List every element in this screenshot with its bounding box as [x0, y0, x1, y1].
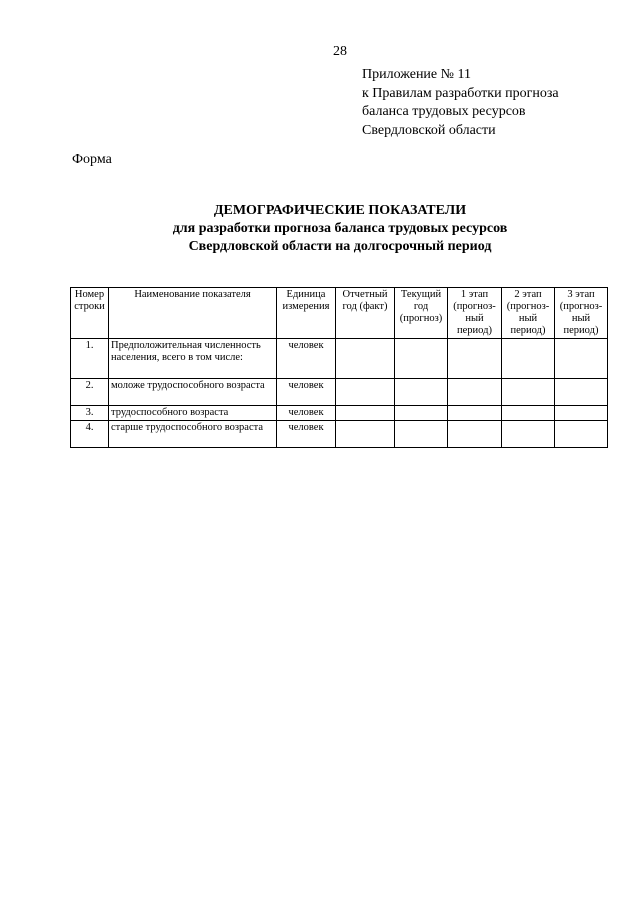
- appendix-line-1: Приложение № 11: [362, 67, 471, 82]
- stage-1-cell: [448, 421, 502, 448]
- table-row: [71, 421, 608, 448]
- indicator-name: моложе трудоспособного возраста: [109, 379, 277, 406]
- stage-3-cell: [555, 379, 608, 406]
- current-year-cell: [395, 379, 448, 406]
- unit-of-measure: человек: [277, 406, 336, 421]
- form-label: Форма: [72, 152, 112, 167]
- title-line-1: ДЕМОГРАФИЧЕСКИЕ ПОКАЗАТЕЛИ: [213, 203, 467, 218]
- row-number: 4.: [71, 421, 109, 448]
- stage-2-cell: [502, 339, 555, 379]
- stage-1-cell: [448, 339, 502, 379]
- table-header-row: [71, 288, 608, 339]
- appendix-block: [362, 66, 559, 140]
- stage-3-cell: [555, 421, 608, 448]
- indicator-name: старше трудоспособного возраста: [109, 421, 277, 448]
- unit-of-measure: человек: [277, 421, 336, 448]
- table-row: [71, 406, 608, 421]
- title-line-2: для разработки прогноза баланса трудовых ресурсов: [172, 221, 508, 236]
- stage-1-cell: [448, 406, 502, 421]
- header-stage-2: 2 этап (прогноз-ный период): [502, 288, 555, 339]
- unit-of-measure: человек: [277, 339, 336, 379]
- stage-3-cell: [555, 339, 608, 379]
- current-year-cell: [395, 339, 448, 379]
- appendix-line-4: Свердловской области: [362, 122, 496, 138]
- current-year-cell: [395, 421, 448, 448]
- indicator-table: [70, 287, 608, 448]
- page-number: 28: [333, 44, 347, 59]
- header-row-number: Номер строки: [71, 288, 109, 339]
- stage-1-cell: [448, 379, 502, 406]
- table-row: [71, 339, 608, 379]
- indicator-name: Предположительная численность населения, всего в том числе:: [109, 339, 277, 379]
- reporting-year-cell: [336, 379, 395, 406]
- header-reporting-year: Отчетный год (факт): [336, 288, 395, 339]
- document-title: [0, 202, 640, 256]
- appendix-line-2: к Правилам разработки прогноза: [362, 85, 559, 101]
- header-indicator-name: Наименование показателя: [109, 288, 277, 339]
- indicator-name: трудоспособного возраста: [109, 406, 277, 421]
- stage-2-cell: [502, 421, 555, 448]
- reporting-year-cell: [336, 339, 395, 379]
- title-line-3: Свердловской области на долгосрочный период: [188, 239, 492, 254]
- row-number: 2.: [71, 379, 109, 406]
- stage-2-cell: [502, 379, 555, 406]
- reporting-year-cell: [336, 421, 395, 448]
- header-stage-1: 1 этап (прогноз-ный период): [448, 288, 502, 339]
- unit-of-measure: человек: [277, 379, 336, 406]
- header-unit: Единица измерения: [277, 288, 336, 339]
- stage-3-cell: [555, 406, 608, 421]
- current-year-cell: [395, 406, 448, 421]
- appendix-line-3: баланса трудовых ресурсов: [362, 104, 526, 119]
- stage-2-cell: [502, 406, 555, 421]
- row-number: 1.: [71, 339, 109, 379]
- header-current-year: Текущий год (прогноз): [395, 288, 448, 339]
- reporting-year-cell: [336, 406, 395, 421]
- table-row: [71, 379, 608, 406]
- header-stage-3: 3 этап (прогноз-ный период): [555, 288, 608, 339]
- row-number: 3.: [71, 406, 109, 421]
